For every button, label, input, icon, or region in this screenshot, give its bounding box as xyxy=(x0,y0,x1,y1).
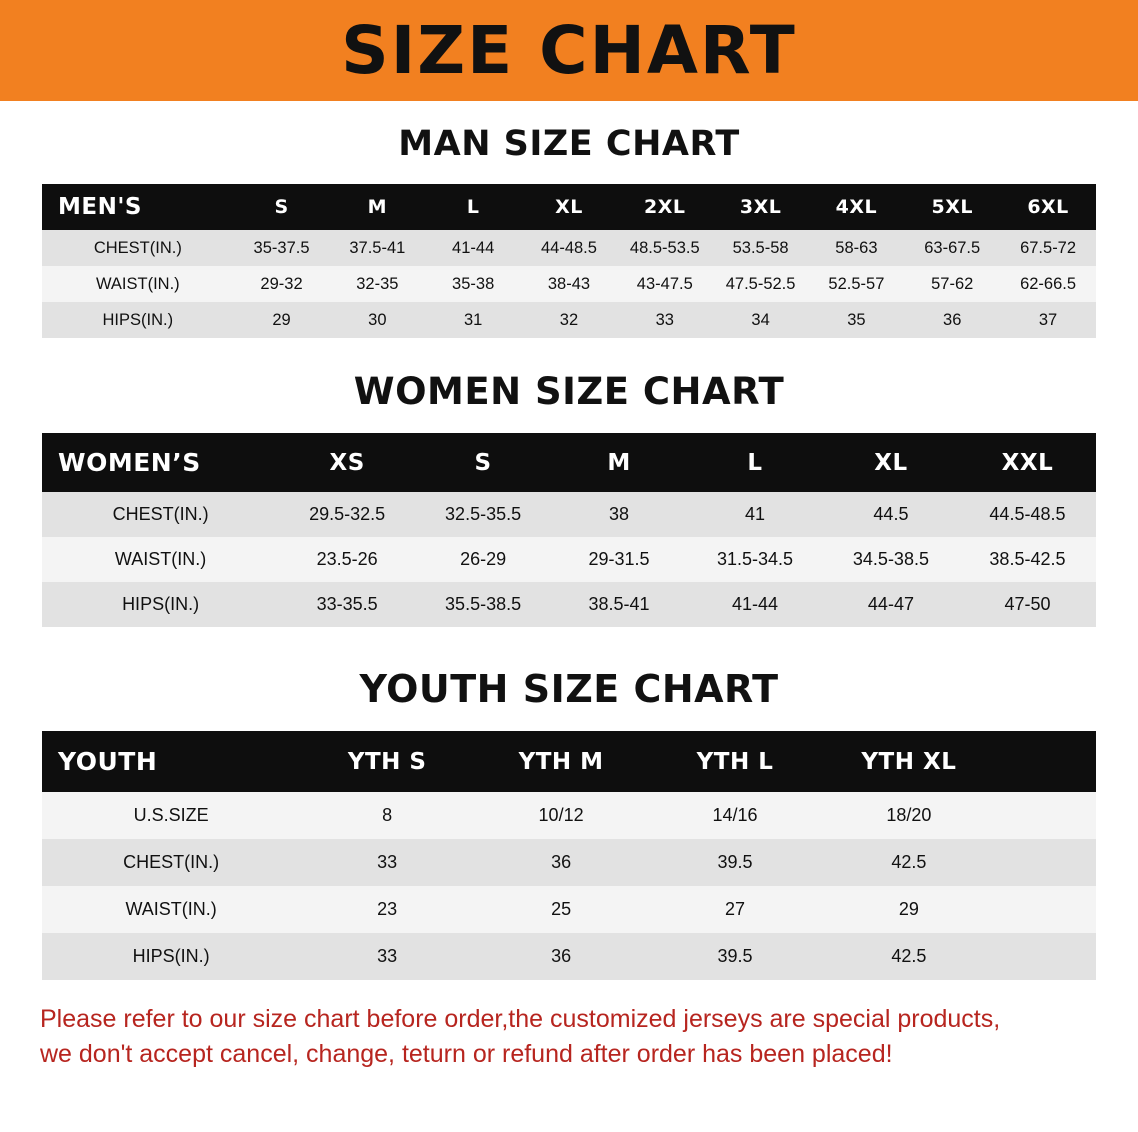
cell: 35 xyxy=(809,302,905,338)
table-row xyxy=(42,839,1096,886)
women-col-header: XXL xyxy=(1001,449,1054,476)
row-label: HIPS(IN.) xyxy=(42,933,300,980)
table-header-row xyxy=(42,184,1096,230)
youth-size-table xyxy=(42,731,1096,980)
cell: 23 xyxy=(300,886,474,933)
row-label: WAIST(IN.) xyxy=(42,266,234,302)
table-row xyxy=(42,492,1096,537)
table-row xyxy=(42,266,1096,302)
cell: 44-48.5 xyxy=(521,230,617,266)
man-col-header: 2XL xyxy=(644,196,686,218)
man-col-header: S xyxy=(274,196,289,218)
cell: 44.5-48.5 xyxy=(959,492,1096,537)
cell: 34.5-38.5 xyxy=(823,537,959,582)
women-section-heading: WOMEN SIZE CHART xyxy=(353,370,785,413)
cell: 35-37.5 xyxy=(234,230,330,266)
table-header-row xyxy=(42,433,1096,492)
man-corner-label: MEN'S xyxy=(58,194,142,220)
cell: 37.5-41 xyxy=(329,230,425,266)
cell: 33 xyxy=(300,933,474,980)
row-label: CHEST(IN.) xyxy=(42,839,300,886)
cell: 53.5-58 xyxy=(713,230,809,266)
cell: 62-66.5 xyxy=(1000,266,1096,302)
youth-col-header-spacer xyxy=(996,731,1096,792)
cell: 63-67.5 xyxy=(904,230,1000,266)
cell: 36 xyxy=(474,839,648,886)
cell: 38.5-41 xyxy=(551,582,687,627)
youth-col-header: YTH M xyxy=(518,748,604,775)
table-row xyxy=(42,302,1096,338)
row-label: CHEST(IN.) xyxy=(42,230,234,266)
cell: 29 xyxy=(234,302,330,338)
youth-col-header: YTH XL xyxy=(861,748,957,775)
cell: 14/16 xyxy=(648,792,822,839)
cell: 29-32 xyxy=(234,266,330,302)
cell: 33 xyxy=(617,302,713,338)
footer-note-line-1: Please refer to our size chart before order,the customized jerseys are special products, xyxy=(40,1005,1001,1033)
cell: 39.5 xyxy=(648,839,822,886)
cell: 26-29 xyxy=(415,537,551,582)
cell: 33-35.5 xyxy=(279,582,415,627)
cell: 31 xyxy=(425,302,521,338)
cell: 10/12 xyxy=(474,792,648,839)
cell: 52.5-57 xyxy=(809,266,905,302)
table-row xyxy=(42,582,1096,627)
cell: 44-47 xyxy=(823,582,959,627)
table-row xyxy=(42,537,1096,582)
youth-col-header: YTH S xyxy=(347,748,427,775)
cell: 42.5 xyxy=(822,933,996,980)
cell: 29.5-32.5 xyxy=(279,492,415,537)
cell: 18/20 xyxy=(822,792,996,839)
table-row xyxy=(42,886,1096,933)
man-col-header: 5XL xyxy=(931,196,973,218)
cell: 25 xyxy=(474,886,648,933)
row-label: HIPS(IN.) xyxy=(42,582,279,627)
cell: 58-63 xyxy=(809,230,905,266)
cell: 35.5-38.5 xyxy=(415,582,551,627)
row-label: CHEST(IN.) xyxy=(42,492,279,537)
page-banner xyxy=(0,0,1138,101)
row-label: U.S.SIZE xyxy=(42,792,300,839)
cell: 23.5-26 xyxy=(279,537,415,582)
cell: 57-62 xyxy=(904,266,1000,302)
row-label: HIPS(IN.) xyxy=(42,302,234,338)
youth-size-table-wrap xyxy=(42,731,1096,980)
women-col-header: L xyxy=(747,449,763,476)
man-section-heading: MAN SIZE CHART xyxy=(398,124,740,164)
cell: 35-38 xyxy=(425,266,521,302)
cell: 47.5-52.5 xyxy=(713,266,809,302)
cell: 36 xyxy=(904,302,1000,338)
cell: 8 xyxy=(300,792,474,839)
cell: 31.5-34.5 xyxy=(687,537,823,582)
cell: 41-44 xyxy=(425,230,521,266)
women-col-header: S xyxy=(474,449,492,476)
man-col-header: L xyxy=(466,196,480,218)
women-col-header: M xyxy=(607,449,631,476)
man-col-header: 6XL xyxy=(1027,196,1069,218)
cell-spacer xyxy=(996,792,1096,839)
row-label: WAIST(IN.) xyxy=(42,886,300,933)
cell: 41 xyxy=(687,492,823,537)
cell: 32-35 xyxy=(329,266,425,302)
cell: 42.5 xyxy=(822,839,996,886)
cell-spacer xyxy=(996,886,1096,933)
man-col-header: 4XL xyxy=(835,196,878,218)
youth-section-heading: YOUTH SIZE CHART xyxy=(359,667,779,711)
cell: 39.5 xyxy=(648,933,822,980)
table-row xyxy=(42,230,1096,266)
youth-corner-label: YOUTH xyxy=(58,747,158,776)
footer-note-line-2: we don't accept cancel, change, teturn or refund after order has been placed! xyxy=(40,1039,893,1068)
man-size-table-wrap xyxy=(42,184,1096,338)
table-header-row xyxy=(42,731,1096,792)
man-col-header: M xyxy=(367,196,388,218)
women-col-header: XS xyxy=(329,449,365,476)
cell: 38.5-42.5 xyxy=(959,537,1096,582)
cell: 38 xyxy=(551,492,687,537)
man-col-header: 3XL xyxy=(739,196,782,218)
man-col-header: XL xyxy=(555,196,583,218)
cell: 48.5-53.5 xyxy=(617,230,713,266)
cell-spacer xyxy=(996,933,1096,980)
cell: 44.5 xyxy=(823,492,959,537)
cell: 32.5-35.5 xyxy=(415,492,551,537)
page-title: SIZE CHART xyxy=(341,11,797,89)
man-size-table xyxy=(42,184,1096,338)
cell: 47-50 xyxy=(959,582,1096,627)
cell: 27 xyxy=(648,886,822,933)
table-row xyxy=(42,792,1096,839)
table-row xyxy=(42,933,1096,980)
cell: 36 xyxy=(474,933,648,980)
women-col-header: XL xyxy=(874,449,908,476)
cell: 34 xyxy=(713,302,809,338)
cell: 30 xyxy=(329,302,425,338)
youth-col-header: YTH L xyxy=(696,748,774,775)
cell: 41-44 xyxy=(687,582,823,627)
cell-spacer xyxy=(996,839,1096,886)
cell: 29 xyxy=(822,886,996,933)
cell: 33 xyxy=(300,839,474,886)
cell: 37 xyxy=(1000,302,1096,338)
row-label: WAIST(IN.) xyxy=(42,537,279,582)
women-size-table xyxy=(42,433,1096,627)
cell: 38-43 xyxy=(521,266,617,302)
footer-note xyxy=(40,1002,1098,1071)
cell: 32 xyxy=(521,302,617,338)
women-size-table-wrap xyxy=(42,433,1096,627)
cell: 67.5-72 xyxy=(1000,230,1096,266)
cell: 43-47.5 xyxy=(617,266,713,302)
cell: 29-31.5 xyxy=(551,537,687,582)
women-corner-label: WOMEN’S xyxy=(58,448,201,477)
